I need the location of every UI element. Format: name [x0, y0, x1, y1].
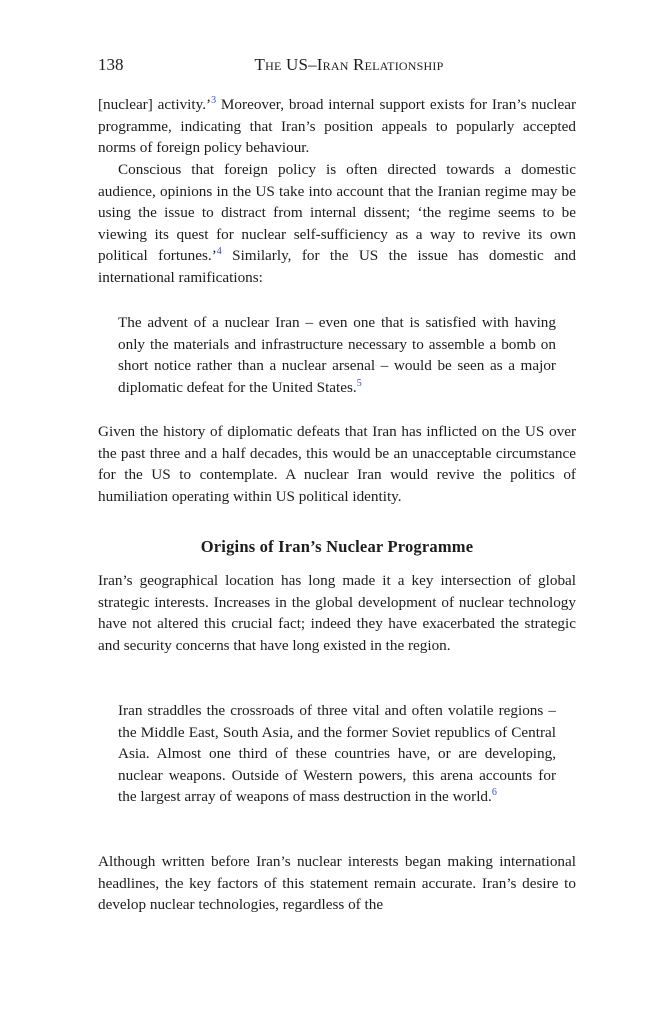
paragraph-3-text: Given the history of diplomatic defeats that Iran has inflicted on the US over the past three and a half decades, this would be an unacceptable circumstance for the US to contemplate. A nuclear Iran would revive the politics of humiliation operating within US political identity.	[98, 423, 576, 505]
paragraph-1-text-a: [nuclear] activity.’	[98, 96, 212, 113]
section-heading: Origins of Iran’s Nuclear Programme	[200, 537, 474, 556]
footnote-ref-5[interactable]: 5	[356, 377, 362, 389]
paragraph-3	[98, 421, 576, 507]
paragraph-4-text: Iran’s geographical location has long made it a key intersection of global strategic interests. Increases in the global development of nuclear technology have not altered this crucial fact; indeed they have exacerbated the strategic and security concerns that have long existed in the region.	[98, 572, 576, 654]
running-head	[98, 55, 576, 79]
block-quote-1	[118, 312, 556, 398]
paragraph-5-text: Although written before Iran’s nuclear interests began making international headlines, the key factors of this statement remain accurate. Iran’s desire to develop nuclear technologies, regardless of the	[98, 853, 576, 913]
paragraph-1	[98, 94, 576, 159]
footnote-ref-3[interactable]: 3	[211, 95, 217, 106]
footnote-ref-6[interactable]: 6	[491, 787, 497, 798]
paragraph-5	[98, 851, 576, 916]
footnote-ref-4[interactable]: 4	[216, 246, 222, 257]
block-quote-2-text: Iran straddles the crossroads of three vital and often volatile regions – the Middle East, South Asia, and the former Soviet republics of Central Asia. Almost one third of these countries have, or are developing, nuclear weapons. Outside of Western powers, this arena accounts for the largest array of weapons of mass destruction in the world.	[118, 702, 556, 805]
block-quote-1-text: The advent of a nuclear Iran – even one that is satisfied with having only the materials and infrastructure necessary to assemble a bomb on short notice rather than a nuclear arsenal – would be seen as a major diplomatic defeat for the United States.	[118, 314, 556, 396]
paragraph-2-text-a: Conscious that foreign policy is often directed towards a domestic audience, opinions in the US take into account that the Iranian regime may be using the issue to distract from internal dissent; ‘the regime seems to be viewing its quest for nuclear self-sufficiency as a way to revive its own political fortunes.’	[98, 161, 576, 264]
paragraph-4	[98, 570, 576, 656]
running-title: The US–Iran Relationship	[254, 55, 444, 74]
paragraph-2-text-b: Similarly, for the US the issue has domestic and international ramifications:	[98, 247, 577, 286]
page-number: 138	[98, 55, 124, 74]
paragraph-2	[98, 159, 576, 288]
block-quote-2	[118, 700, 556, 808]
paragraph-1-text-b: Moreover, broad internal support exists for Iran’s nuclear programme, indicating that Iran’s position appeals to popularly accepted norms of foreign policy behaviour.	[98, 96, 577, 156]
